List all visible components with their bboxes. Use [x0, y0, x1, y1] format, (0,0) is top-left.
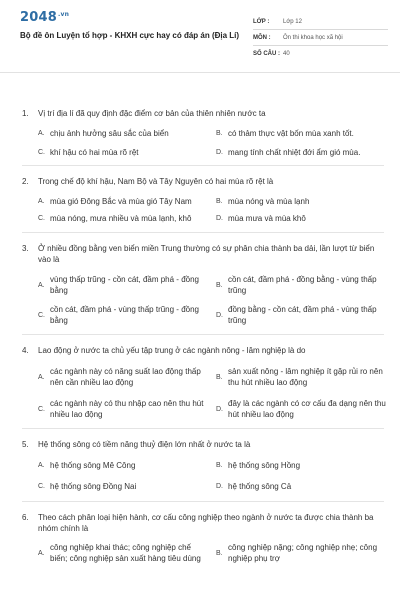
option-a[interactable]	[38, 196, 210, 207]
meta-key: LỚP :	[253, 18, 270, 25]
option-letter: C.	[38, 311, 45, 319]
question-item	[0, 429, 400, 502]
site-logo[interactable]	[20, 10, 69, 25]
option-b[interactable]	[216, 274, 388, 296]
option-letter: C.	[38, 149, 45, 156]
option-text: hệ thống sông Hồng	[228, 461, 301, 470]
meta-key: MÔN :	[253, 34, 271, 41]
option-letter: A.	[38, 549, 45, 557]
question-item	[0, 82, 400, 166]
option-text: các ngành này có năng suất lao động thấp nên cần nhiều lao động	[50, 367, 201, 387]
option-letter: B.	[216, 198, 223, 205]
option-d[interactable]	[216, 398, 388, 420]
option-letter: D.	[216, 215, 223, 222]
option-text: hệ thống sông Mê Công	[50, 461, 136, 470]
question-number: 2.	[22, 177, 29, 186]
meta-table	[253, 14, 388, 61]
option-letter: D.	[216, 483, 223, 490]
option-text: mùa mưa và mùa khô	[228, 214, 306, 223]
meta-value: Lớp 12	[283, 18, 302, 25]
option-text: hệ thống sông Đồng Nai	[50, 482, 137, 491]
option-letter: D.	[216, 405, 223, 413]
question-number: 5.	[22, 440, 29, 449]
page-header	[0, 0, 400, 73]
option-letter: B.	[216, 462, 223, 469]
option-letter: B.	[216, 549, 223, 557]
question-text: Ở nhiều đồng bằng ven biển miền Trung thường có sự phân chia thành ba dải, lần lượt từ biển vào là	[38, 244, 375, 264]
meta-row-count	[253, 46, 388, 61]
option-letter: B.	[216, 130, 223, 137]
option-letter: C.	[38, 215, 45, 222]
option-b[interactable]	[216, 366, 388, 388]
option-a[interactable]	[38, 542, 210, 564]
question-item	[0, 335, 400, 429]
option-c[interactable]	[38, 481, 210, 492]
question-item	[0, 502, 400, 564]
option-d[interactable]	[216, 147, 388, 158]
option-text: cồn cát, đầm phá - đồng bằng - vùng thấp trũng	[228, 275, 377, 295]
meta-value: Ôn thi khoa học xã hội	[283, 34, 343, 41]
option-c[interactable]	[38, 213, 210, 224]
option-letter: A.	[38, 198, 45, 205]
meta-row-class	[253, 14, 388, 30]
option-a[interactable]	[38, 274, 210, 296]
option-b[interactable]	[216, 460, 388, 471]
option-letter: A.	[38, 281, 45, 289]
question-text: Theo cách phân loại hiện hành, cơ cấu công nghiệp theo ngành ở nước ta được chia thành ba nhóm chính là	[38, 513, 374, 533]
option-text: mùa gió Đông Bắc và mùa gió Tây Nam	[50, 197, 192, 206]
question-item	[0, 233, 400, 335]
logo-text: 2048	[20, 10, 57, 25]
option-letter: B.	[216, 281, 223, 289]
option-c[interactable]	[38, 398, 210, 420]
question-item	[0, 166, 400, 233]
option-b[interactable]	[216, 128, 388, 139]
option-letter: C.	[38, 483, 45, 490]
question-list	[0, 82, 400, 564]
option-text: khí hậu có hai mùa rõ rệt	[50, 148, 139, 157]
option-letter: C.	[38, 405, 45, 413]
option-text: vùng thấp trũng - cồn cát, đầm phá - đồng bằng	[50, 275, 199, 295]
option-text: sản xuất nông - lâm nghiệp ít gặp rủi ro nên thu hút nhiều lao động	[228, 367, 383, 387]
option-a[interactable]	[38, 460, 210, 471]
option-d[interactable]	[216, 304, 388, 326]
option-d[interactable]	[216, 481, 388, 492]
option-letter: B.	[216, 373, 223, 381]
option-b[interactable]	[216, 542, 388, 564]
option-a[interactable]	[38, 366, 210, 388]
question-text: Vị trí địa lí đã quy định đặc điểm cơ bản của thiên nhiên nước ta	[38, 109, 266, 118]
option-letter: D.	[216, 149, 223, 156]
option-text: đồng bằng - cồn cát, đầm phá - vùng thấp trũng	[228, 305, 377, 325]
option-c[interactable]	[38, 147, 210, 158]
page-title: Bộ đề ôn Luyện tổ hợp - KHXH cực hay có đáp án (Địa Lí)	[20, 31, 240, 40]
question-number: 3.	[22, 244, 29, 253]
question-number: 6.	[22, 513, 29, 522]
meta-row-subject	[253, 30, 388, 46]
option-a[interactable]	[38, 128, 210, 139]
logo-suffix: .vn	[57, 10, 70, 18]
option-text: mùa nóng và mùa lạnh	[228, 197, 310, 206]
option-text: công nghiệp khai thác; công nghiệp chế biến; công nghiệp sản xuất hàng tiêu dùng	[50, 543, 201, 563]
option-text: mùa nóng, mưa nhiều và mùa lạnh, khô	[50, 214, 192, 223]
option-text: mang tính chất nhiệt đới ẩm gió mùa.	[228, 148, 361, 157]
option-d[interactable]	[216, 213, 388, 224]
option-b[interactable]	[216, 196, 388, 207]
question-number: 4.	[22, 346, 29, 355]
option-text: cồn cát, đầm phá - vùng thấp trũng - đồng bằng	[50, 305, 199, 325]
option-text: công nghiệp nặng; công nghiệp nhẹ; công nghiệp phụ trợ	[228, 543, 378, 563]
option-c[interactable]	[38, 304, 210, 326]
option-letter: A.	[38, 462, 45, 469]
option-letter: A.	[38, 130, 45, 137]
option-text: hệ thống sông Cả	[228, 482, 292, 491]
option-text: chịu ảnh hưởng sâu sắc của biển	[50, 129, 169, 138]
question-text: Lao động ở nước ta chủ yếu tập trung ở các ngành nông - lâm nghiệp là do	[38, 346, 306, 355]
question-number: 1.	[22, 109, 29, 118]
option-letter: A.	[38, 373, 45, 381]
question-text: Trong chế độ khí hậu, Nam Bộ và Tây Nguyên có hai mùa rõ rệt là	[38, 177, 274, 186]
question-text: Hệ thống sông có tiềm năng thuỷ điện lớn nhất ở nước ta là	[38, 440, 251, 449]
option-text: các ngành này có thu nhập cao nên thu hút nhiều lao động	[50, 399, 204, 419]
option-text: có thảm thực vật bốn mùa xanh tốt.	[228, 129, 354, 138]
meta-key: SỐ CÂU :	[253, 50, 280, 57]
option-text: đây là các ngành có cơ cấu đa dạng nên thu hút nhiều lao động	[228, 399, 386, 419]
meta-value: 40	[283, 50, 290, 57]
option-letter: D.	[216, 311, 223, 319]
